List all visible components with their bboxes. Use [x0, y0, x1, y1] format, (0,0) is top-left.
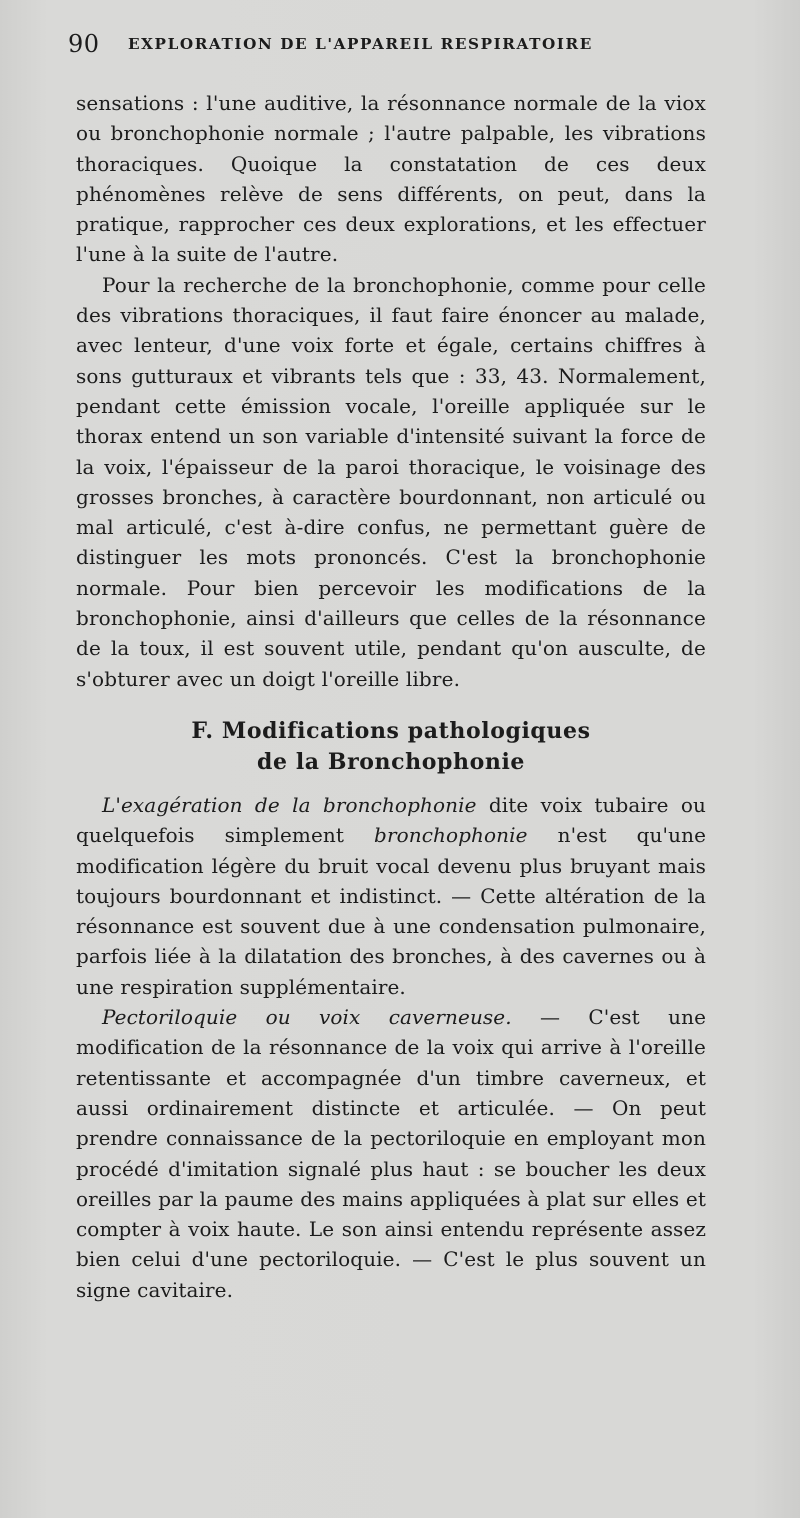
paragraph-bronchophonie-recherche: Pour la recherche de la bronchophonie, comme pour celle des vibrations thoraciques, il faut faire énoncer au malade, avec lenteur, d'une voix forte et égale, certains chiffres à sons gutturaux et vibrants tels que : 33, 43. Normalement, pendant cette émission vocale, l'oreille appliquée sur le thorax entend un son variable d'intensité suivant la force de la voix, l'épaisseur de la paroi thoracique, le voisinage des grosses bronches, à caractère bourdonnant, non articulé ou mal articulé, c'est à-dire confus, ne permettant guère de distinguer les mots prononcés. C'est la bronchophonie normale. Pour bien percevoir les modifications de la bronchophonie, ainsi d'ailleurs que celles de la résonnance de la toux, il est souvent utile, pendant qu'on ausculte, de s'obturer avec un doigt l'oreille libre. [76, 272, 706, 691]
paragraph-exageration-text-b: n'est qu'une modification légère du bruit vocal devenu plus bruyant mais toujours bourdonnant et indistinct. — Cette altération de la résonnance est souvent due à une condensation pulmonaire, parfois liée à la dilatation des bronches, à des cavernes ou à une respiration supplémentaire. [76, 823, 707, 999]
page-number: 90 [68, 30, 100, 58]
paragraph-exageration-text-a: dite voix tubaire ou quelquefois simplement [76, 792, 707, 848]
paragraph-pectoriloquie-text: — C'est une modification de la résonnance de la voix qui arrive à l'oreille retentissante et accompagnée d'un timbre caverneux, et aussi ordinairement distincte et articulée. — On peut prendre connaissance de la pectoriloquie en employant mon procédé d'imitation signalé plus haut : se boucher les deux oreilles par la paume des mains appliquées à plat sur elles et compter à voix haute. Le son ainsi entendu représente assez bien celui d'une pectoriloquie. — C'est le plus souvent un signe cavitaire. [76, 1005, 707, 1302]
paragraph-exageration [76, 790, 706, 1002]
paragraph-sensations: sensations : l'une auditive, la résonnance normale de la viox ou bronchophonie normale ; l'autre palpable, les vibrations thoraciques. Quoique la constatation de ces deux phénomènes relève de sens différents, on peut, dans la pratique, rapprocher ces deux explorations, et les effectuer l'une à la suite de l'autre. [76, 91, 706, 267]
paragraph-pectoriloquie [76, 1002, 706, 1305]
section-heading-line2: de la Bronchophonie [256, 748, 526, 775]
term-bronchophonie: bronchophonie [374, 823, 528, 848]
section-heading [76, 716, 706, 778]
running-head: EXPLORATION DE L'APPAREIL RESPIRATOIRE [128, 35, 593, 53]
section-heading-line1: F. Modifications pathologiques [191, 717, 591, 744]
term-exageration: L'exagération de la bronchophonie [102, 792, 477, 817]
term-pectoriloquie: Pectoriloquie ou voix caverneuse. [102, 1005, 512, 1030]
body-text [76, 88, 706, 1305]
page-header [68, 30, 728, 64]
